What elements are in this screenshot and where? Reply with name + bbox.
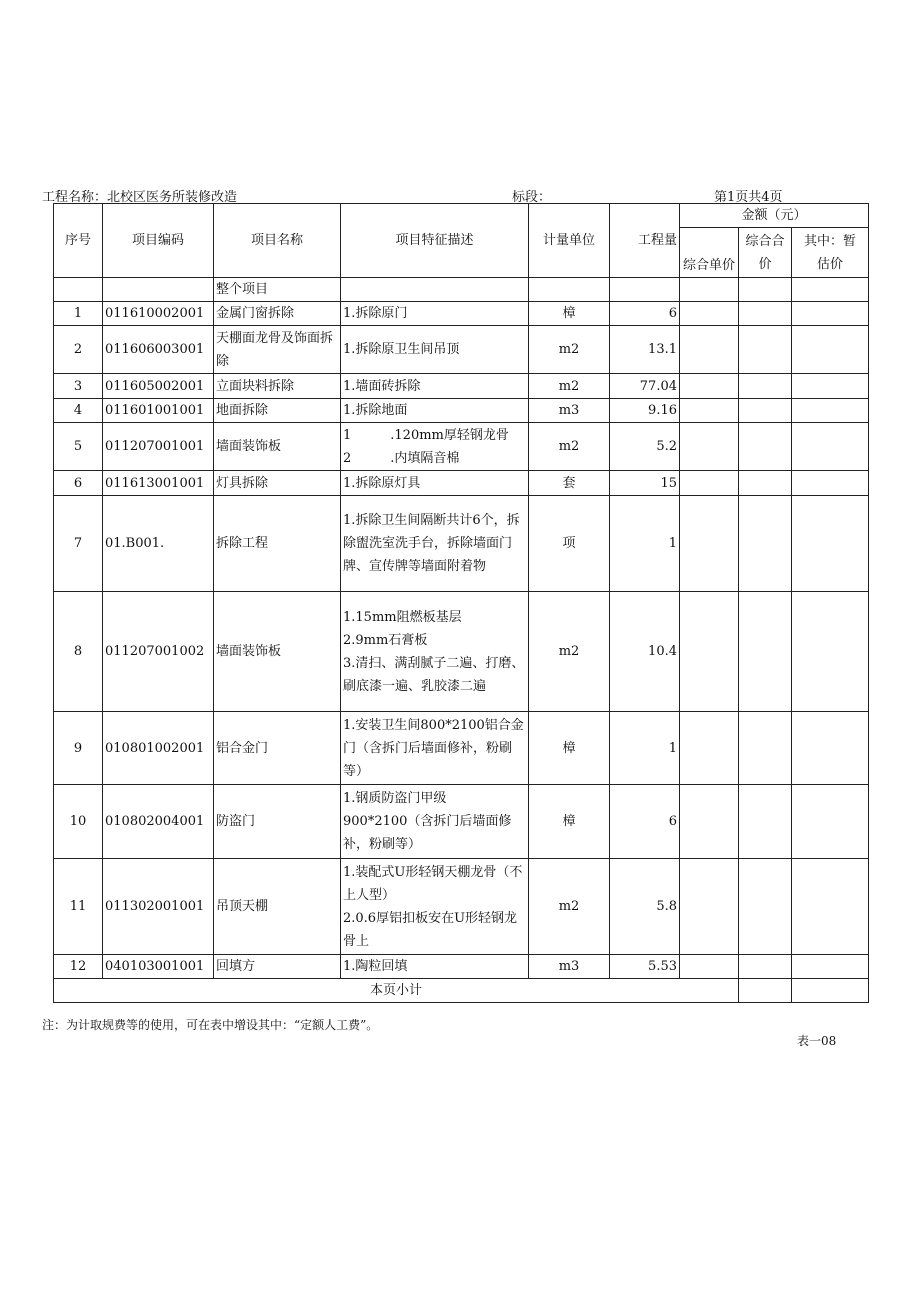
row-desc (341, 326, 529, 374)
row-qty: 5.8 (610, 859, 680, 955)
row-seq: 1 (54, 302, 103, 326)
row-desc-line: 3.清扫、满刮腻子二遍、打磨、刷底漆一遍、乳胶漆二遍 (343, 655, 525, 694)
header-unit-price: 综合单价 (680, 228, 739, 278)
row-code: 040103001001 (103, 955, 214, 979)
bill-of-quantities-table (53, 203, 869, 1003)
row-provisional (792, 859, 869, 955)
form-number: 表一08 (797, 1034, 837, 1048)
row-qty: 6 (610, 302, 680, 326)
row-desc (341, 374, 529, 399)
row-seq: 7 (54, 496, 103, 592)
row-total-price (739, 592, 792, 712)
row-seq: 6 (54, 471, 103, 496)
row-name: 墙面装饰板 (214, 592, 341, 712)
row-code: 011207001002 (103, 592, 214, 712)
row-provisional (792, 496, 869, 592)
row-name: 立面块料拆除 (214, 374, 341, 399)
row-provisional (792, 785, 869, 859)
row-desc-line: 1.墙面砖拆除 (343, 378, 421, 394)
table-row (54, 955, 869, 979)
table-row (54, 592, 869, 712)
row-name: 地面拆除 (214, 399, 341, 423)
header-provisional-line1: 其中：暂 (804, 233, 857, 249)
row-name: 天棚面龙骨及饰面拆除 (214, 326, 341, 374)
row-unit-price (680, 785, 739, 859)
footnote: 注：为计取规费等的使用，可在表中增设其中：“定额人工费”。 (42, 1018, 379, 1032)
row-desc-line: 1.拆除原卫生间吊顶 (343, 342, 460, 357)
row-unit-price (680, 592, 739, 712)
row-unit: 樟 (529, 302, 610, 326)
table-row (54, 423, 869, 471)
row-total-price (739, 785, 792, 859)
row-desc (341, 399, 529, 423)
row-provisional (792, 712, 869, 785)
header-code: 项目编码 (103, 204, 214, 278)
row-provisional (792, 326, 869, 374)
row-unit-price (680, 496, 739, 592)
project-name: 工程名称：北校区医务所装修改造 (42, 190, 238, 205)
row-seq: 10 (54, 785, 103, 859)
row-unit-price (680, 859, 739, 955)
header-total-line2: 价 (758, 256, 772, 272)
header-amount: 金额（元） (680, 204, 869, 228)
row-name: 防盗门 (214, 785, 341, 859)
row-code: 010801002001 (103, 712, 214, 785)
row-code: 010802004001 (103, 785, 214, 859)
row-desc (341, 302, 529, 326)
row-name: 拆除工程 (214, 496, 341, 592)
header-total-line1: 综合合 (745, 233, 785, 249)
row-provisional (792, 423, 869, 471)
header-provisional (792, 228, 869, 278)
row-total-price (739, 955, 792, 979)
row-desc (341, 471, 529, 496)
header-seq: 序号 (54, 204, 103, 278)
row-seq: 11 (54, 859, 103, 955)
group-seq (54, 278, 103, 302)
row-name: 灯具拆除 (214, 471, 341, 496)
row-total-price (739, 471, 792, 496)
row-provisional (792, 471, 869, 496)
header-name: 项目名称 (214, 204, 341, 278)
row-desc-line: 1.拆除卫生间隔断共计6个，拆除盥洗室洗手台，拆除墙面门牌、宣传牌等墙面附着物 (343, 513, 520, 574)
row-total-price (739, 859, 792, 955)
row-code: 011605002001 (103, 374, 214, 399)
row-total-price (739, 496, 792, 592)
row-code: 011302001001 (103, 859, 214, 955)
row-qty: 5.2 (610, 423, 680, 471)
row-name: 回填方 (214, 955, 341, 979)
row-total-price (739, 302, 792, 326)
table-row (54, 496, 869, 592)
row-unit-price (680, 955, 739, 979)
row-unit: 套 (529, 471, 610, 496)
row-desc (341, 859, 529, 955)
row-desc-line: 1.陶粒回填 (343, 959, 408, 974)
section-label: 标段： (512, 190, 552, 205)
row-name: 吊顶天棚 (214, 859, 341, 955)
row-code: 011207001001 (103, 423, 214, 471)
table-row (54, 859, 869, 955)
row-total-price (739, 326, 792, 374)
header-unit: 计量单位 (529, 204, 610, 278)
row-desc (341, 592, 529, 712)
row-code: 011613001001 (103, 471, 214, 496)
row-unit: m2 (529, 326, 610, 374)
row-seq: 12 (54, 955, 103, 979)
row-code: 011610002001 (103, 302, 214, 326)
row-desc-line: 1.拆除原灯具 (343, 475, 421, 491)
row-desc (341, 423, 529, 471)
row-total-price (739, 423, 792, 471)
row-unit: 项 (529, 496, 610, 592)
header-provisional-line2: 估价 (817, 256, 844, 272)
row-name: 铝合金门 (214, 712, 341, 785)
table-row (54, 374, 869, 399)
subtotal-label: 本页小计 (54, 979, 739, 1003)
row-qty: 15 (610, 471, 680, 496)
row-unit-price (680, 399, 739, 423)
subtotal-provisional (792, 979, 869, 1003)
row-desc-line: 1.15mm阻燃板基层 (343, 609, 462, 625)
row-unit: m3 (529, 399, 610, 423)
row-provisional (792, 592, 869, 712)
row-seq: 4 (54, 399, 103, 423)
row-provisional (792, 399, 869, 423)
group-title: 整个项目 (214, 278, 341, 302)
header-total-price (739, 228, 792, 278)
row-name: 金属门窗拆除 (214, 302, 341, 326)
subtotal-row (54, 979, 869, 1003)
row-desc-line: 900*2100（含拆门后墙面修补，粉刷等） (343, 814, 512, 852)
row-provisional (792, 955, 869, 979)
row-qty: 13.1 (610, 326, 680, 374)
page-indicator: 第1页共4页 (714, 190, 783, 205)
row-provisional (792, 374, 869, 399)
row-qty: 10.4 (610, 592, 680, 712)
row-seq: 9 (54, 712, 103, 785)
row-code: 011601001001 (103, 399, 214, 423)
row-qty: 1 (610, 712, 680, 785)
row-unit-price (680, 712, 739, 785)
row-qty: 1 (610, 496, 680, 592)
table-row (54, 302, 869, 326)
table-row (54, 326, 869, 374)
row-total-price (739, 712, 792, 785)
row-total-price (739, 399, 792, 423)
row-unit-price (680, 302, 739, 326)
row-seq: 5 (54, 423, 103, 471)
row-unit: 樟 (529, 712, 610, 785)
header-desc: 项目特征描述 (341, 204, 529, 278)
table-row (54, 471, 869, 496)
row-unit: m2 (529, 374, 610, 399)
row-unit-price (680, 471, 739, 496)
table-row (54, 399, 869, 423)
header-qty: 工程量 (610, 204, 680, 278)
row-desc-line: 1.钢质防盗门甲级 (343, 791, 447, 806)
row-desc (341, 785, 529, 859)
row-desc-line: 2.9mm石膏板 (343, 632, 428, 648)
row-seq: 3 (54, 374, 103, 399)
row-qty: 6 (610, 785, 680, 859)
row-unit: m2 (529, 859, 610, 955)
row-provisional (792, 302, 869, 326)
row-unit-price (680, 326, 739, 374)
row-desc-line: 1.装配式U形轻钢天棚龙骨（不上人型） (343, 864, 523, 903)
row-code: 011606003001 (103, 326, 214, 374)
row-unit-price (680, 374, 739, 399)
row-desc-line: 1.拆除地面 (343, 403, 408, 418)
row-unit-price (680, 423, 739, 471)
row-desc-line: 2.0.6厚铝扣板安在U形轻钢龙骨上 (343, 910, 518, 949)
table-row (54, 712, 869, 785)
row-desc (341, 955, 529, 979)
row-seq: 2 (54, 326, 103, 374)
row-unit: m3 (529, 955, 610, 979)
row-code: 01.B001. (103, 496, 214, 592)
row-qty: 5.53 (610, 955, 680, 979)
row-unit: m2 (529, 592, 610, 712)
subtotal-total (739, 979, 792, 1003)
row-desc (341, 712, 529, 785)
row-desc (341, 496, 529, 592)
row-desc-line: 1.安装卫生间800*2100铝合金门（含拆门后墙面修补，粉刷等） (343, 717, 524, 779)
row-seq: 8 (54, 592, 103, 712)
row-desc-line: 2 .内填隔音棉 (343, 450, 460, 466)
table-row (54, 785, 869, 859)
row-unit: m2 (529, 423, 610, 471)
row-desc-line: 1.拆除原门 (343, 306, 408, 321)
group-code (103, 278, 214, 302)
row-desc-line: 1 .120mm厚轻钢龙骨 (343, 427, 509, 443)
row-qty: 9.16 (610, 399, 680, 423)
row-name: 墙面装饰板 (214, 423, 341, 471)
row-unit: 樟 (529, 785, 610, 859)
row-qty: 77.04 (610, 374, 680, 399)
row-total-price (739, 374, 792, 399)
